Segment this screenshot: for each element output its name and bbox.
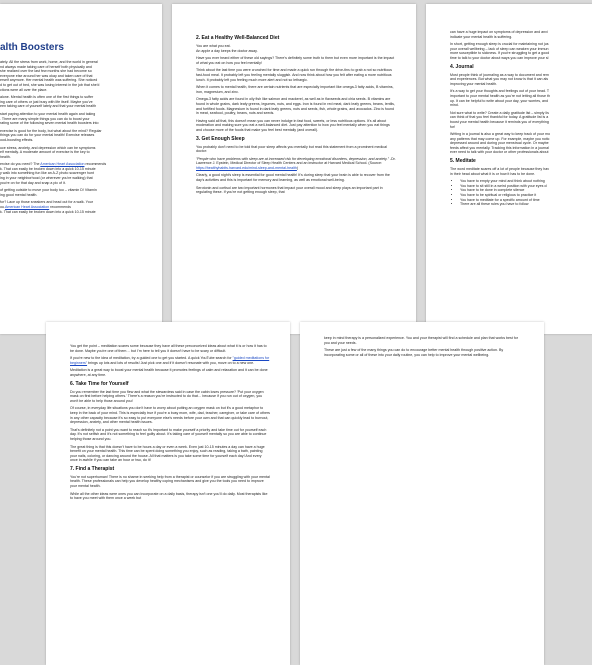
paragraph: When it comes to mental health, there are certain nutrients that are especially important like omega-3 fatty acids, B vitamins, iron, magnesium, and zinc.	[196, 85, 394, 94]
text-span: brings up lots and lots of results! Just pick one and if it doesn't resonate with you, move on to a new one.	[87, 360, 255, 365]
text-line: more susceptible to sickness. If you're struggling to get a good	[450, 51, 550, 56]
text-line: boost your mental health because it reminds you of everything	[450, 119, 549, 124]
text-span: ou.	[0, 205, 5, 210]
american-heart-association-link[interactable]: American Heart Association	[40, 162, 85, 167]
text-line: mind.	[450, 103, 459, 108]
text-line: It's a way to get your thoughts and feelings out of your head. T	[450, 89, 550, 94]
text-span: recommends	[84, 162, 107, 167]
text-span: everyone else around her was okay and taken care of that	[0, 73, 93, 78]
page-3-intro	[450, 30, 592, 61]
document-page-4	[46, 322, 290, 665]
paragraph: Clearly, a good night's sleep is essential for good mental health! It's during sleep that your brain is able to recover from the day's activities and this is important for memory and learning, as well as emotional well-being.	[196, 173, 390, 183]
text-span: things you can do for your mental health! Exercise releases	[0, 133, 95, 138]
text-span: elf mentally. A moderate amount of exercise is the key to	[0, 150, 90, 155]
text-line: important to your mental health as you're not letting all those th	[450, 93, 550, 98]
guided-meditations-link[interactable]: "guided meditations for beginners"	[70, 356, 270, 365]
paragraph: Do you remember the last time you flew and what the stewardess said in case the cabin loses pressure? 'Put your oxygen mask on first before helping others.' There's a reason you're instructed to do that… because if you run out of oxygen, you won't be able to help those around you!	[70, 389, 264, 403]
text-line: k. That can easily be broken down into a quick 10-15 minute	[0, 166, 96, 171]
document-page-3	[426, 4, 592, 334]
paragraph: The great thing is that this doesn't have to be hours a day or even a week. Even just 10-15 minutes a day can have a huge benefit on your mental health. This time can be spent doing something you enjoy, such as reading, taking a bath, painting your nails, coloring, or dancing around the house. All that matters is you take some time for yourself each day! And every once in awhile if you can take an hour or two, do it!	[70, 444, 265, 463]
page-3-journal	[450, 73, 592, 156]
paragraph: Omega-3 fatty acids are found in oily fish like salmon and mackerel, as well as in flaxseeds and chia seeds. B vitamins are found in whole grains, dark leafy greens, legumes, nuts, and eggs. Iron is found in red meat, dark leafy greens, beans, lentils, and fortified foods. Magnesium is found in dark leafy greens, nuts and seeds, fish, whole grains, and avocados. Zinc is found in meat, seafood, poultry, beans, nuts and seeds.	[196, 97, 395, 116]
text-line: any patterns that may come up. For example, maybe you notic	[450, 136, 550, 141]
text-span: for? Lace up those sneakers and head out for a walk. Your	[0, 200, 93, 205]
text-line: up. It can be helpful to write about your day, your worries, and	[450, 98, 549, 103]
text-line: and experiences. But what you may not know is that it can als	[450, 77, 549, 82]
text-line: Writing in a journal is also a great way to keep track of your mo	[450, 132, 551, 137]
quote-paragraph	[196, 157, 396, 171]
text-line: Most people think of journaling as a way to document and rem	[450, 72, 549, 77]
paragraph: You probably don't need to be told that poor sleep affects you mentally but read this statement from a prominent medical doctor:	[196, 144, 387, 154]
paragraph: Think about the last time you were crunched for time and made a quick run through the drive-thru to grab a not so nutritious fast-food meal. It probably left you feeling mentally sluggish. And now think about how you felt after eating a more nutritious lunch. It probably left you feeling much more alert and not so lethargic.	[196, 68, 392, 82]
text-span: . There are many simple things you can do to boost your	[0, 116, 90, 121]
text-span: ately. All the stress from work, home, and the world in general	[0, 60, 98, 64]
paragraph	[70, 356, 270, 365]
text-line: for!	[450, 124, 456, 129]
text-line: in their head about what it is or how it has to be done.	[450, 171, 536, 176]
text-span: een taking care of yourself lately and that your mental health	[0, 104, 97, 109]
document-page-1	[0, 4, 162, 334]
text-span: d to get out of bed, she was losing interest in the job that she'd	[0, 82, 100, 87]
text-line: depressed around and during your menstrual cycle. Or maybe	[450, 141, 549, 146]
bullet-item: • You have to be spiritual or religious to practice it	[460, 193, 592, 198]
text-span: nd always made taking care of herself both physically and	[0, 64, 92, 69]
text-span: recommends	[49, 205, 71, 210]
document-page-5	[300, 322, 544, 665]
bullet-item: • You have to meditate for a specific amount of time	[460, 198, 592, 203]
paragraph: While all the other ideas were ones you can incorporate on a daily basis, therapy isn't one you'll do daily. Most therapists like to have you meet with them once a week but	[70, 491, 268, 501]
source-link[interactable]: https://healthyhabits.harvard.edu/mind-sleep-and-mental-health	[196, 165, 297, 170]
paragraph: That's definitely not a point you want to reach so it's important to make yourself a priority and take time out for yourself each day. It's not selfish and it's not something to feel guilty about. It's taking care of yourself mentally so you are able to continue helping those around you.	[70, 427, 267, 441]
paragraph: Of course, in everyday life situations you don't have to worry about putting an oxygen mask on but it's a good metaphor to keep in the back of your mind. This is especially true if you're a busy mom, wife, dad, teacher, caregiver, or take care of others in any other capacity because it's so easy to put everyone else's needs before your own and that can quickly lead to burnout, depression, anxiety, and other mental health issues.	[70, 406, 270, 425]
page-3-meditate	[450, 167, 592, 176]
text-span: ing in your neighborhood (or wherever you're walking) that	[0, 176, 93, 181]
text-span: erself anymore. Her mental health was suffering. She noticed	[0, 78, 98, 83]
text-span: exercise is good for the body, but what about the mind? Regular	[0, 128, 102, 133]
paragraph: These are just a few of the many things you can do to encourage better mental health through positive action. By incorporating some or all of these into your daily routine, you can help to improve your mental wellbeing.	[324, 348, 504, 357]
text-span: ercise do you need? The	[0, 162, 41, 167]
paragraph: keep in mind therapy is a personalized experience. You and your therapist will find a schedule and plan that works best for you and your needs.	[324, 336, 518, 345]
paragraph: Have you ever heard either of these old sayings? There's definitely some truth to them but even more important is the impact of what you eat on how you feel mentally!	[196, 56, 395, 65]
text-span: you're on for that day and snap a pic of it.	[0, 180, 66, 185]
text-span: start paying attention to your mental health again and taking	[0, 111, 96, 116]
bullet-item: • There are all these rules you have to follow	[460, 202, 592, 207]
text-span: If you're new to the idea of meditation, try a guided one to get you started. A quick YouTube search for	[70, 356, 233, 361]
bullet-item: • You have to be done in complete silence	[460, 188, 592, 193]
text-line: improving your mental health.	[450, 81, 498, 86]
text-line: time to talk to your doctor about ways you can improve your sl	[450, 55, 549, 60]
text-line: indicate your mental health is suffering.	[450, 34, 513, 39]
text-line: feeds affect you mentally. Tracking this information in a journal	[450, 145, 549, 150]
heading-journal: 4. Journal	[450, 63, 474, 70]
paragraph: You're not superhuman! There is no shame in seeking help from a therapist or counselor if you are struggling with your mental health. These professionals can help you develop healthy coping mechanisms and give you the tools you need to improve your mental health.	[70, 474, 270, 489]
text-span: health.	[0, 154, 11, 159]
quote-attribution: -Dr. Lawrence J. Epstein, Medical Director of Sleep Health Centers and an instructor at Harvard Medical School. (Source:	[196, 156, 396, 166]
heading-get-enough-sleep: 3. Get Enough Sleep	[196, 135, 245, 142]
paragraph: Having said all that, this doesn't mean you can never indulge in fast food, sweets, or less nutritious options. It's all about moderation and making sure you eat a well-balanced diet. Just pay attention to how you feel mentally when you eat things and choose more of the foods that make you feel best mentally (and overall).	[196, 118, 390, 132]
text-span: of getting outside to move your body too – vitamin D! Vitamin	[0, 188, 97, 193]
text-span: alone. Mental health is often one of the first things to suffer	[0, 95, 94, 100]
page-title: alth Boosters	[0, 42, 64, 53]
paragraph: Meditation is a great way to boost your mental health because it promotes feelings of calm and relaxation and it can be done anywhere, at any time.	[70, 368, 268, 377]
text-line: The word meditate scares off a lot of people because they hav	[450, 167, 550, 172]
heading-meditate: 5. Meditate	[450, 158, 476, 165]
paragraph: An apple a day keeps the doctor away.	[196, 48, 258, 53]
heading-find-therapist: 7. Find a Therapist	[70, 465, 115, 472]
quote-text: "People who have problems with sleep are at increased risk for developing emotional disorders, depression, and anxiety."	[196, 156, 389, 161]
paragraph: You get the point – meditation scares some because they have all these preconceived ideas about what it is or how it has to be done. Maybe you're one of them… but I'm here to tell you it doesn't have to be scary or difficult.	[70, 344, 267, 353]
text-line: your overall wellbeing – lack of sleep can weaken your immun	[450, 46, 549, 51]
text-span: uce stress, anxiety, and depression which can be symptoms	[0, 145, 96, 150]
text-span: ing good mental health.	[0, 192, 38, 197]
text-line: can have a huge impact on symptoms of depression and anxi	[450, 30, 548, 34]
heading-take-time: 6. Take Time for Yourself	[70, 380, 129, 387]
bullet-item: • You have to sit still in a weird position with your eyes cl	[460, 184, 592, 189]
text-line: ever need to talk with your doctor or other professionals about	[450, 150, 549, 155]
heading-eat-healthy: 2. Eat a Healthy Well-Balanced Diet	[196, 35, 280, 41]
bullet-list	[450, 179, 592, 207]
text-span: ing care of others or just busy with life itself. Maybe you've	[0, 99, 93, 104]
text-line: k. That can easily be broken down into a quick 10-15 minute	[0, 209, 96, 214]
text-span: y walk into something fun like an A-Z photo scavenger hunt	[0, 171, 94, 176]
text-span: she realized over the last few months she had become so	[0, 69, 92, 74]
paragraph: You are what you eat.	[196, 44, 231, 48]
bullet-item: • You have to empty your mind and think about nothing	[460, 179, 592, 184]
page-1-body	[0, 60, 158, 214]
text-span: ctions were all over the place.	[0, 87, 48, 92]
text-line: Not sure what to write? Create a daily gratitude list – simply lis	[450, 110, 549, 115]
text-line: can think of that you feel thankful for today. A gratitude list is a	[450, 115, 549, 120]
text-line: In short, getting enough sleep is crucial for maintaining not jus	[450, 42, 549, 47]
document-page-2	[172, 4, 416, 334]
paragraph: Serotonin and cortisol are two important hormones that impact your overall mood and sleep plays an important part in regulating these. If you're not getting enough sleep, that	[196, 185, 383, 195]
text-span: ood-boosting effects.	[0, 137, 34, 142]
source-close: )	[296, 165, 299, 170]
american-heart-association-link[interactable]: American Heart Association	[5, 205, 50, 210]
text-span: rating some of the following seven mental health boosters into	[0, 121, 99, 126]
